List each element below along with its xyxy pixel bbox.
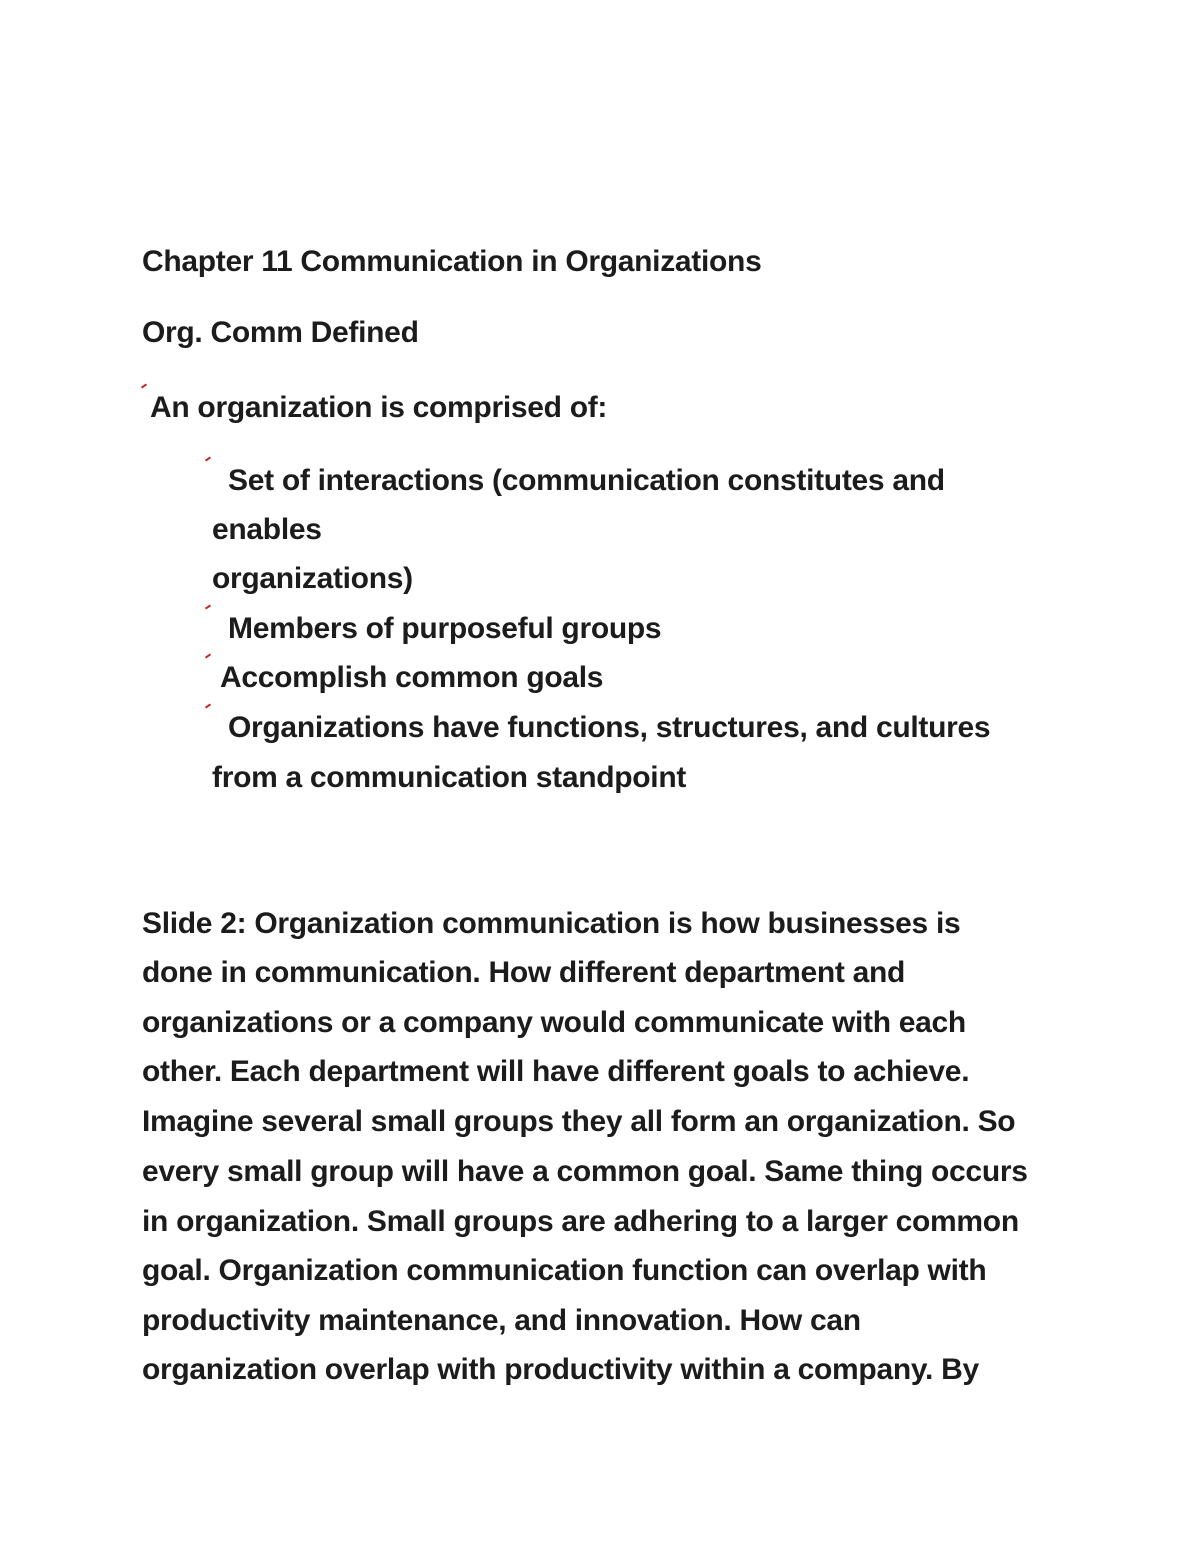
paragraph-line: every small group will have a common goal. Same thing occurs [142,1155,1028,1188]
bullet-4-line-2: from a communication standpoint [212,761,687,794]
bullet-mark-icon [205,653,211,658]
bullet-1-line-1: Set of interactions (communication constitutes and [228,464,945,497]
chapter-title: Chapter 11 Communication in Organizations [142,245,762,278]
bullet-1-line-3: organizations) [212,562,413,595]
bullet-2-line-1: Members of purposeful groups [228,612,662,645]
paragraph-line: goal. Organization communication function can overlap with [142,1254,987,1287]
paragraph-line: in organization. Small groups are adhering to a larger common [142,1205,1019,1238]
paragraph-line: Slide 2: Organization communication is how businesses is [142,907,961,940]
paragraph-line: other. Each department will have different goals to achieve. [142,1055,970,1088]
bullet-1-line-2: enables [212,513,322,546]
paragraph-line: organizations or a company would communicate with each [142,1006,966,1039]
paragraph-line: done in communication. How different department and [142,956,906,989]
bullet-3-line-1: Accomplish common goals [220,661,604,694]
paragraph-line: Imagine several small groups they all form an organization. So [142,1105,1016,1138]
paragraph-line: organization overlap with productivity within a company. By [142,1353,979,1386]
bullet-4-line-1: Organizations have functions, structures, and cultures [228,711,991,744]
bullet-mark-icon [205,456,211,461]
intro-text: An organization is comprised of: [150,391,608,424]
bullet-mark-icon [141,383,147,388]
paragraph-line: productivity maintenance, and innovation. How can [142,1304,861,1337]
bullet-mark-icon [205,703,211,708]
section-subheading: Org. Comm Defined [142,316,419,349]
bullet-mark-icon [205,604,211,609]
